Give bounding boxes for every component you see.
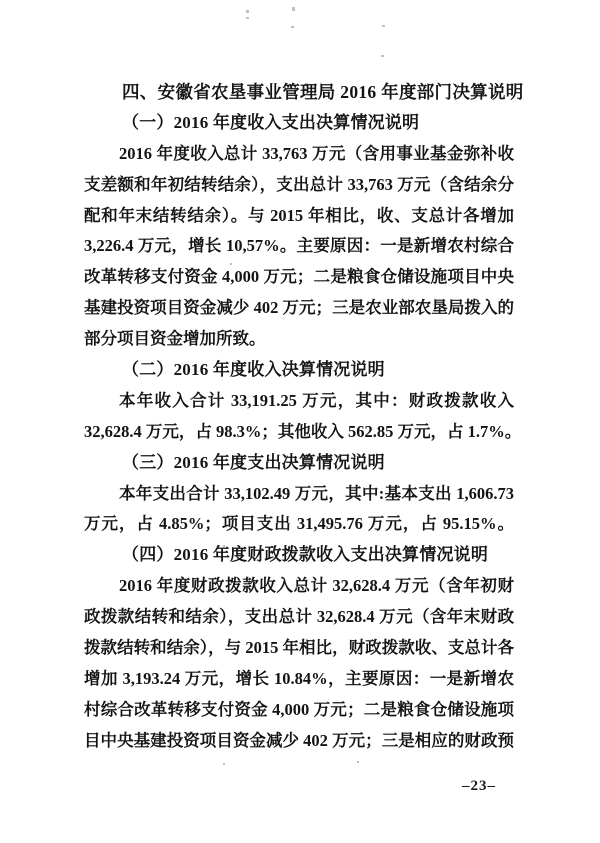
scan-speck xyxy=(382,25,385,27)
paragraph-line: 2016 年度收入总计 33,763 万元（含用事业基金弥补收 xyxy=(119,143,514,163)
paragraph-line: 32,628.4 万元，占 98.3%；其他收入 562.85 万元，占 1.7%。 xyxy=(84,421,522,441)
scan-speck xyxy=(291,26,294,28)
paragraph-line: 配和年末结转结余）。与 2015 年相比，收、支总计各增加 xyxy=(84,205,514,225)
document-body xyxy=(84,77,524,757)
scan-speck xyxy=(357,761,359,763)
section-2-heading: （二）2016 年度收入决算情况说明 xyxy=(122,360,385,380)
paragraph-line: 2016 年度财政拨款收入总计 32,628.4 万元（含年初财 xyxy=(119,576,514,596)
paragraph-line: 3,226.4 万元，增长 10,57%。主要原因：一是新增农村综合 xyxy=(84,236,514,256)
page-number: –23– xyxy=(462,778,496,794)
paragraph-line: 本年支出合计 33,102.49 万元，其中:基本支出 1,606.73 xyxy=(119,483,514,503)
paragraph-line: 改革转移支付资金 4,000 万元；二是粮食仓储设施项目中央 xyxy=(84,267,514,287)
paragraph-line: 支差额和年初结转结余），支出总计 33,763 万元（含结余分 xyxy=(84,174,514,194)
scan-speck xyxy=(246,17,249,19)
document-title: 四、安徽省农垦事业管理局 2016 年度部门决算说明 xyxy=(122,82,524,102)
paragraph-line: 政拨款结转和结余），支出总计 32,628.4 万元（含年末财政 xyxy=(84,607,514,627)
paragraph-line: 拨款结转和结余），与 2015 年相比，财政拨款收、支总计各 xyxy=(84,638,514,658)
paragraph-line: 目中央基建投资项目资金减少 402 万元；三是相应的财政预 xyxy=(84,730,514,750)
section-3-heading: （三）2016 年度支出决算情况说明 xyxy=(122,452,385,472)
paragraph-line: 本年收入合计 33,191.25 万元，其中：财政拨款收入 xyxy=(119,390,514,410)
paragraph-line: 基建投资项目资金减少 402 万元；三是农业部农垦局拨入的 xyxy=(84,298,514,318)
scan-speck xyxy=(246,10,249,13)
scan-speck xyxy=(381,55,384,57)
scan-speck xyxy=(223,763,225,765)
paragraph-line: 万元，占 4.85%；项目支出 31,495.76 万元，占 95.15%。 xyxy=(84,514,514,534)
section-4-heading: （四）2016 年度财政拨款收入支出决算情况说明 xyxy=(122,545,489,565)
section-1-heading: （一）2016 年度收入支出决算情况说明 xyxy=(122,112,420,132)
paragraph-line: 增加 3,193.24 万元，增长 10.84%，主要原因：一是新增农 xyxy=(84,668,514,688)
paragraph-line: 村综合改革转移支付资金 4,000 万元；二是粮食仓储设施项 xyxy=(84,699,514,719)
scan-speck xyxy=(292,7,295,11)
paragraph-line: 部分项目资金增加所致。 xyxy=(84,329,266,349)
